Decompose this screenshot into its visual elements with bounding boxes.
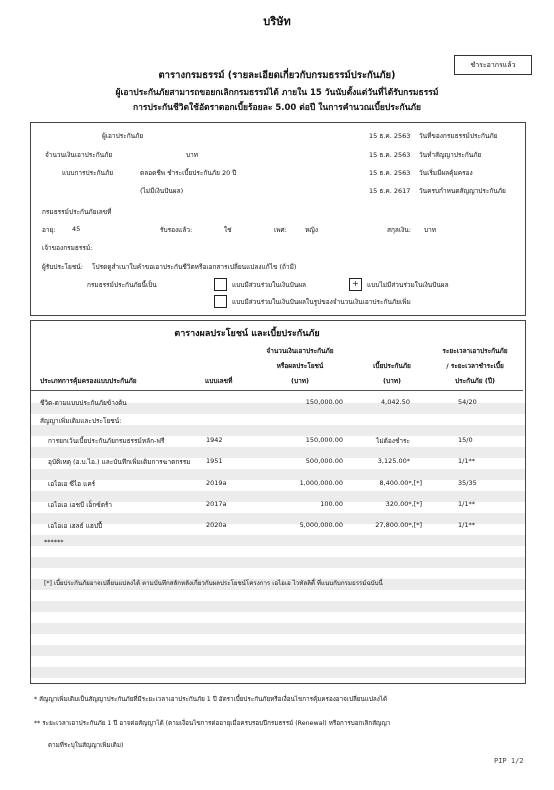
rider-premium: 8,400.00*,[*] [379,479,422,487]
col-header-premium-2: (บาท) [382,377,401,385]
plan-note: (ไม่มีเงินปันผล) [140,187,184,195]
header-divider [31,390,523,391]
col-header-term-3: ประกันภัย (ปี) [455,377,495,385]
maturity-date: 15 ธ.ค. 2617 [369,187,411,195]
age-value: 45 [72,225,81,233]
effective-date: 15 ธ.ค. 2563 [369,169,411,177]
col-header-premium-1: เบี้ยประกันภัย [373,362,411,370]
rider-form: 1951 [206,457,223,465]
policy-number-label: กรมธรรม์ประกันภัยเลขที่ [42,208,112,216]
renewal-note: ** ระยะเวลาเอาประกันภัย 1 ปี อาจต่อสัญญาได้ (ตามเงื่อนไขการต่ออายุเมื่อครบรอบปีกรมธรรม์ (Renewal) หรือการบอกเลิกสัญญา [34,720,391,727]
policy-date-label: วันที่ของกรมธรรม์ประกันภัย [419,132,498,140]
rider-term: 1/1** [458,521,475,529]
main-coverage-term: 54/20 [458,398,477,406]
medical-value: ใช่ [224,226,232,234]
page-title: ตารางกรมธรรม์ (รายละเอียดเกี่ยวกับกรมธรรม์ประกันภัย) [158,70,396,81]
rider-premium: 320.00*,[*] [385,500,422,508]
sex-label: เพศ: [274,226,287,234]
rider-term-note: * สัญญาเพิ่มเติมเป็นสัญญาประกันภัยที่มีระยะเวลาเอาประกันภัย 1 ปี อัตราเบี้ยประกันภัยหรือเงื่อนไขการคุ้มครองอาจเปลี่ยนแปลงได้ [34,696,388,703]
policy-date: 15 ธ.ค. 2563 [369,132,411,140]
rider-term: 15/0 [458,436,473,444]
rider-name: อุบัติเหตุ (อ.บ.ไอ.) และบันทึกเพิ่มเติมการฆาตกรรม [48,458,191,466]
col-header-term-2: / ระยะเวลาชำระเบี้ย [446,362,504,370]
currency-label: สกุลเงิน: [387,226,411,234]
dividend-option-label: แบบมีส่วนร่วมในเงินปันผล [232,281,307,289]
currency-value: บาท [424,226,437,234]
age-label: อายุ: [42,226,56,234]
rider-sum: 1,000,000.00 [299,479,343,487]
effective-date-label: วันเริ่มมีผลคุ้มครอง [419,169,473,177]
rider-name: เอไอเอ เฮลธ์ แฮปปี้ [48,522,103,530]
rider-form: 1942 [206,436,223,444]
rider-term: 35/35 [458,479,477,487]
interest-rate-notice: การประกันชีวิตใช้อัตราดอกเบี้ยร้อยละ 5.00 ต่อปี ในการคำนวณเบี้ยประกันภัย [133,103,421,113]
sum-assured-unit: บาท [186,151,199,159]
beneficiary-label: ผู้รับประโยชน์: [42,263,83,271]
col-header-sum-2: หรือผลประโยชน์ [276,362,324,370]
main-coverage-premium: 4,042.50 [381,398,410,406]
no-dividend-option-label: แบบไม่มีส่วนร่วมในเงินปันผล [367,281,449,289]
medical-label: รับรองแล้ว: [160,226,193,234]
sum-assured-label: จำนวนเงินเอาประกันภัย [45,151,113,159]
sex-value: หญิง [305,226,318,234]
extra-sum-option-label: แบบมีส่วนร่วมในเงินปันผลในรูปของจำนวนเงินเอาประกันภัยเพิ่ม [232,298,411,306]
row-band [31,623,525,634]
rider-sum: 100.00 [320,500,343,508]
rider-sum: 5,000,000.00 [299,521,343,529]
rider-premium: ไม่ต้องชำระ [376,437,410,445]
maturity-date-label: วันครบกำหนดสัญญาประกันภัย [419,187,506,195]
policy-type-label: กรมธรรม์ประกันภัยนี้เป็น [87,281,157,289]
contract-date-label: วันทำสัญญาประกันภัย [419,151,482,159]
page-number: PIP 1/2 [494,757,524,765]
rider-form: 2017a [206,500,227,508]
main-coverage-name: ชีวิต-ตามแบบประกันภัยข้างต้น [40,399,127,407]
col-header-sum-3: (บาท) [290,377,309,385]
beneficiary-value: โปรดดูสำเนาใบคำขอเอาประกันชีวิตหรือเอกสารเปลี่ยนแปลงแก้ไข (ถ้ามี) [92,263,297,271]
main-coverage-sum: 150,000.00 [305,398,343,406]
rider-name: การยกเว้นเบี้ยประกันภัยกรมธรรม์หลัก-ฟรี [48,437,165,445]
col-header-type: ประเภทการคุ้มครองแบบประกันภัย [40,377,137,385]
no-dividend-checkbox[interactable]: + [349,278,362,291]
rider-premium: 3,125.00* [377,457,410,465]
plan-value: ตลอดชีพ ชำระเบี้ยประกันภัย 20 ปี [140,169,237,177]
plan-label: แบบการประกันภัย [62,169,114,177]
company-name: บริษัท [263,15,291,28]
rider-premium: 27,800.00*,[*] [375,521,422,529]
row-band [31,557,525,568]
stamp-duty-paid: ชำระอากรแล้ว [454,55,532,75]
row-band [31,645,525,656]
rider-sum: 150,000.00 [305,436,343,444]
premium-change-footnote: [*] เบี้ยประกันภัยอาจเปลี่ยนแปลงได้ ตามบันทึกสลักหลังเกี่ยวกับผลประโยชน์โครงการ เอไอเอ ไวทัลลิตี้ ที่แนบกับกรมธรรม์ฉบับนี้ [44,580,383,587]
rider-name: เอไอเอ เอชบี เอ็กซ์ตร้า [48,501,113,509]
row-band [31,667,525,678]
insured-label: ผู้เอาประกันภัย [102,132,144,140]
rider-sum: 500,000.00 [305,457,343,465]
rider-term: 1/1** [458,500,475,508]
renewal-note-continued: ตามที่ระบุในสัญญาเพิ่มเติม) [48,742,124,749]
riders-label: สัญญาเพิ่มเติมและประโยชน์: [40,417,122,425]
benefits-table-title: ตารางผลประโยชน์ และเบี้ยประกันภัย [174,329,320,339]
owner-label: เจ้าของกรมธรรม์: [42,244,93,252]
cancellation-notice: ผู้เอาประกันภัยสามารถขอยกเลิกกรมธรรม์ได้ ภายใน 15 วันนับตั้งแต่วันที่ได้รับกรมธรรม์ [115,88,439,98]
col-header-sum-1: จำนวนเงินเอาประกันภัย [266,347,334,355]
col-header-term-1: ระยะเวลาเอาประกันภัย [442,347,508,355]
contract-date: 15 ธ.ค. 2563 [369,151,411,159]
row-band [31,535,525,546]
col-header-form: แบบเลขที่ [205,377,233,385]
rider-name: เอไอเอ ซีไอ แคร์ [48,480,96,488]
rider-term: 1/1** [458,457,475,465]
dividend-checkbox[interactable] [214,278,227,291]
row-band [31,425,525,436]
row-band [31,601,525,612]
end-of-list-stars: ****** [44,538,64,546]
rider-form: 2020a [206,521,227,529]
extra-sum-checkbox[interactable] [214,295,227,308]
rider-form: 2019a [206,479,227,487]
